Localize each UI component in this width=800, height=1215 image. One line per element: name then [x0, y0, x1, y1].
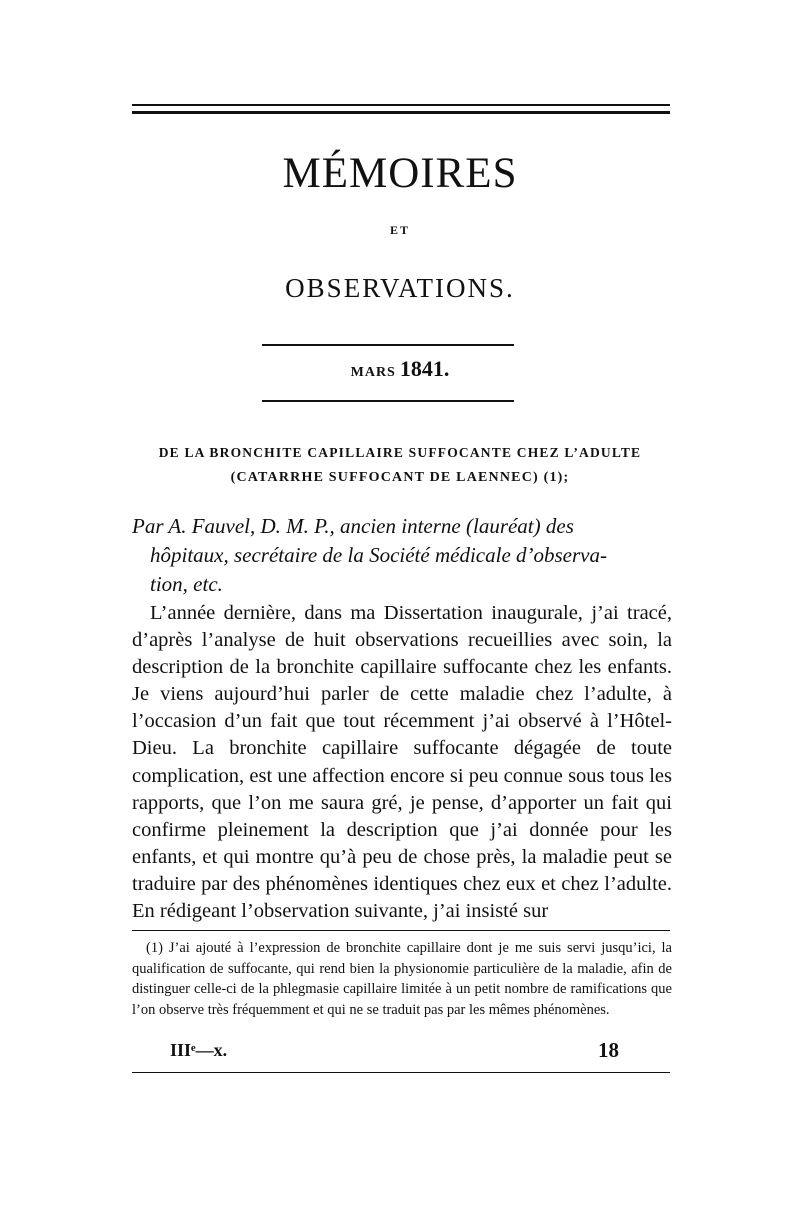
section-title-observations: OBSERVATIONS. [285, 273, 515, 303]
footnote-text: (1) J’ai ajouté à l’expression de bronchite capillaire dont je me suis servi jusqu’ici, la qualification de suffocante, qui rend bien la physionomie particulière de la maladie, afin de distinguer celle-ci de la phlegmasie capillaire limitée à un petit nombre de ramifications que l’on observe très fréquemment et qui ne se traduit pas par les mêmes phénomènes. [132, 940, 672, 1018]
rule-below-date [262, 400, 514, 402]
article-title-line2: (CATARRHE SUFFOCANT DE LAENNEC) (1); [230, 470, 570, 485]
signature-mark: IIIᵉ—x. [170, 1040, 228, 1060]
issue-date [0, 356, 800, 382]
bottom-rule [132, 1072, 670, 1073]
top-rule [132, 104, 670, 106]
author-block [132, 512, 672, 599]
issue-year: 1841. [399, 356, 450, 381]
author-line2: hôpitaux, secrétaire de la Société médicale d’observa- [150, 543, 607, 567]
section-title-et: ET [389, 223, 410, 237]
rule-above-date [262, 344, 514, 346]
body-paragraph: L’année dernière, dans ma Dissertation inaugurale, j’ai tracé, d’après l’analyse de huit observations recueillies avec soin, la description de la bronchite capillaire suffocante chez les enfants. Je viens aujourd’hui parler de cette maladie chez l’adulte, à l’occasion d’un fait que tout récemment j’ai observé à l’Hôtel-Dieu. La bronchite capillaire suffocante dégagée de toute complication, est une affection encore si peu connue sous tous les rapports, que l’on me saura gré, je pense, d’apporter un fait qui confirme pleinement la description que j’ai donnée pour les enfants, et qui montre qu’à peu de chose près, la maladie peut se traduire par des phénomènes identiques chez eux et chez l’adulte. En rédigeant l’observation suivante, j’ai insisté sur [132, 602, 672, 923]
author-line3: tion, etc. [150, 572, 223, 596]
article-body [132, 600, 672, 925]
author-line1: Par A. Fauvel, D. M. P., ancien interne (lauréat) des [132, 514, 574, 538]
footnote-rule [132, 930, 670, 931]
page-number: 18 [598, 1038, 619, 1062]
article-title-line1: DE LA BRONCHITE CAPILLAIRE SUFFOCANTE CHEZ L’ADULTE [158, 445, 642, 460]
footnote [132, 938, 672, 1020]
issue-month: MARS [350, 365, 396, 380]
section-title-memoires: MÉMOIRES [282, 150, 518, 197]
top-rule-thick [132, 111, 670, 114]
